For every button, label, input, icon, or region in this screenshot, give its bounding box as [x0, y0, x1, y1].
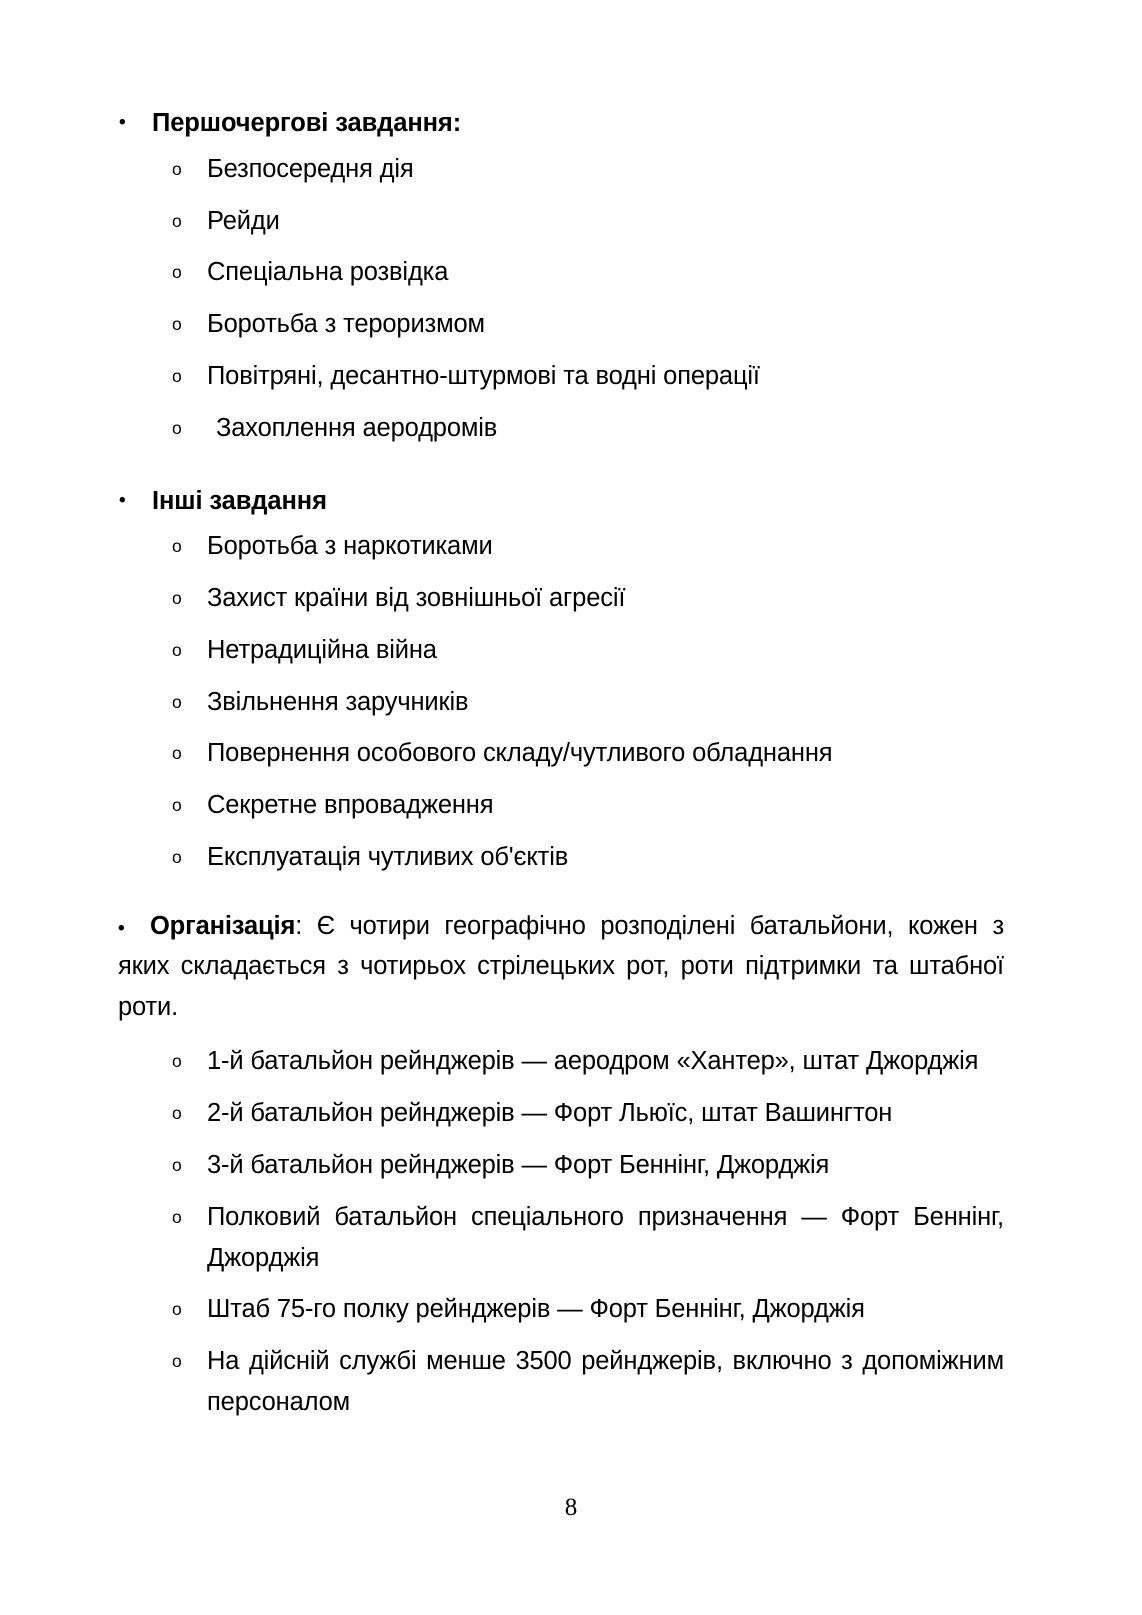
bullet-icon: •: [118, 917, 125, 939]
list-item: [118, 578, 1004, 619]
list-item-label: Захист країни від зовнішньої агресії: [207, 584, 626, 613]
list-item-heading-primary-tasks: [118, 104, 1004, 143]
circle-bullet-icon: o: [172, 691, 182, 712]
organization-label: Організація: [150, 911, 296, 940]
list-item-label: Штаб 75-го полку рейнджерів — Форт Беннінг, Джорджія: [207, 1295, 865, 1324]
list-item-label: Нетрадиційна війна: [207, 635, 437, 664]
circle-bullet-icon: o: [172, 1103, 182, 1124]
list-item-label: На дійсній службі менше 3500 рейнджерів, включно з допоміжним персоналом: [207, 1347, 1004, 1417]
circle-bullet-icon: o: [172, 795, 182, 816]
list-item-label: Захоплення аеродромів: [216, 413, 498, 442]
list-item-label: Спеціальна розвідка: [207, 258, 449, 287]
section-spacer: [118, 460, 1004, 482]
list-item: [118, 408, 1004, 449]
list-item-label: 3-й батальйон рейнджерів — Форт Беннінг, Джорджія: [207, 1151, 830, 1180]
list-item: [118, 785, 1004, 826]
list-item-label: Боротьба з тероризмом: [207, 310, 485, 339]
circle-bullet-icon: o: [172, 210, 182, 231]
bullet-icon: •: [119, 112, 126, 133]
circle-bullet-icon: o: [172, 743, 182, 764]
list-item-label: Звільнення заручників: [207, 687, 469, 716]
circle-bullet-icon: o: [172, 365, 182, 386]
list-item: [118, 630, 1004, 671]
circle-bullet-icon: o: [172, 1206, 182, 1227]
list-item-label: 1-й батальйон рейнджерів — аеродром «Хантер», штат Джорджія: [207, 1047, 979, 1076]
bullet-icon: •: [119, 489, 126, 511]
list-item-label: Експлуатація чутливих об'єктів: [207, 843, 569, 872]
circle-bullet-icon: o: [172, 588, 182, 609]
list-item-heading-other-tasks: [118, 482, 1004, 521]
organization-separator: :: [295, 911, 303, 940]
list-item: [118, 1289, 1004, 1330]
list-item: [118, 252, 1004, 293]
list-item-label: Полковий батальйон спеціального призначення — Форт Беннінг, Джорджія: [207, 1202, 1004, 1272]
list-item-label: Рейди: [207, 206, 280, 235]
list-item-label: Повітряні, десантно-штурмові та водні операції: [207, 361, 760, 390]
list-item: [118, 356, 1004, 397]
organization-paragraph: [118, 906, 1004, 1028]
list-item-label: Безпосередня дія: [207, 154, 414, 183]
circle-bullet-icon: o: [172, 536, 182, 557]
circle-bullet-icon: o: [172, 1299, 182, 1320]
section-heading-label: Інші завдання: [152, 486, 327, 515]
list-item-label: Секретне впровадження: [207, 791, 494, 820]
list-item: [118, 837, 1004, 878]
list-item: [118, 149, 1004, 190]
list-item: [118, 526, 1004, 567]
other-tasks-list: [118, 526, 1004, 878]
list-item-label: Боротьба з наркотиками: [207, 532, 493, 561]
primary-tasks-list: [118, 149, 1004, 449]
circle-bullet-icon: o: [172, 262, 182, 283]
page-number: 8: [564, 1494, 578, 1521]
organization-body: Є чотири географічно розподілені батальйони, кожен з яких складається з чотирьох стрілецьких рот, роти підтримки та штабної роти.: [118, 911, 1004, 1021]
circle-bullet-icon: o: [172, 158, 182, 179]
list-item-label: Повернення особового складу/чутливого обладнання: [207, 739, 833, 768]
list-item: [118, 1041, 1004, 1082]
list-item: [118, 304, 1004, 345]
circle-bullet-icon: o: [172, 639, 182, 660]
list-item: [118, 1341, 1004, 1423]
circle-bullet-icon: o: [172, 417, 182, 438]
list-item: [118, 1145, 1004, 1186]
list-item: [118, 1093, 1004, 1134]
circle-bullet-icon: o: [172, 1155, 182, 1176]
circle-bullet-icon: o: [172, 847, 182, 868]
page-content: [118, 104, 1004, 1434]
circle-bullet-icon: o: [172, 1351, 182, 1372]
circle-bullet-icon: o: [172, 314, 182, 335]
list-item: [118, 201, 1004, 242]
list-item: [118, 682, 1004, 723]
circle-bullet-icon: o: [172, 1051, 182, 1072]
list-item: [118, 1197, 1004, 1279]
list-item-label: 2-й батальйон рейнджерів — Форт Льюїс, штат Вашингтон: [207, 1099, 893, 1128]
list-item: [118, 733, 1004, 774]
section-heading-label: Першочергові завдання:: [152, 109, 462, 137]
organization-units-list: [118, 1041, 1004, 1422]
